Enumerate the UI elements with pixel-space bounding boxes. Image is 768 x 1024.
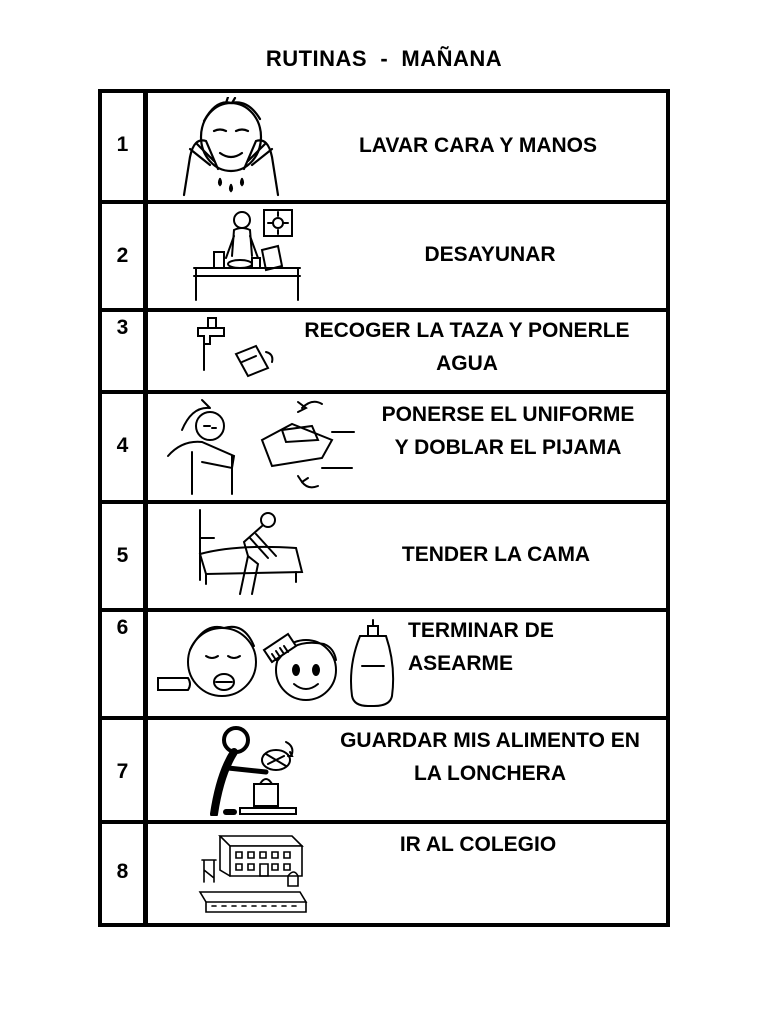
row-label-line: Y DOBLAR EL PIJAMA xyxy=(394,436,622,459)
routine-row-1 xyxy=(102,93,666,200)
row-number: 8 xyxy=(116,860,129,883)
breakfast-icon xyxy=(192,206,302,306)
washing-face-icon xyxy=(176,97,286,197)
row-number: 3 xyxy=(116,316,129,339)
routine-table xyxy=(98,89,670,927)
routine-row-8 xyxy=(102,824,666,924)
faucet-cup-icon xyxy=(194,314,274,388)
routine-row-5 xyxy=(102,504,666,608)
making-bed-icon xyxy=(196,508,308,600)
row-number: 4 xyxy=(116,434,129,457)
row-label-line: AGUA xyxy=(436,352,498,375)
row-label-line: PONERSE EL UNIFORME xyxy=(381,403,635,426)
routine-row-2 xyxy=(102,204,666,308)
routine-row-4 xyxy=(102,394,666,500)
row-label-line: RECOGER LA TAZA Y PONERLE xyxy=(304,319,630,342)
row-label-line: TERMINAR DE xyxy=(408,619,554,642)
page-title: RUTINAS - MAÑANA xyxy=(265,46,503,71)
packing-lunch-icon xyxy=(204,724,304,816)
row-label-line: IR AL COLEGIO xyxy=(399,833,557,856)
row-number: 5 xyxy=(116,544,129,567)
row-label-line: LAVAR CARA Y MANOS xyxy=(358,134,597,157)
row-number: 1 xyxy=(116,133,129,156)
routine-row-6 xyxy=(102,612,666,716)
routine-row-7 xyxy=(102,720,666,820)
dressing-folding-icon xyxy=(162,396,362,496)
row-label-line: TENDER LA CAMA xyxy=(401,543,591,566)
grooming-icon xyxy=(154,616,404,712)
row-label-line: GUARDAR MIS ALIMENTO EN xyxy=(340,729,640,752)
row-number: 2 xyxy=(116,244,129,267)
row-number: 7 xyxy=(116,760,129,783)
routine-row-3 xyxy=(102,312,666,390)
row-number: 6 xyxy=(116,616,129,639)
row-label-line: LA LONCHERA xyxy=(413,762,567,785)
row-label-line: DESAYUNAR xyxy=(424,243,556,266)
school-building-icon xyxy=(196,830,308,922)
row-label-line: ASEARME xyxy=(408,652,514,675)
